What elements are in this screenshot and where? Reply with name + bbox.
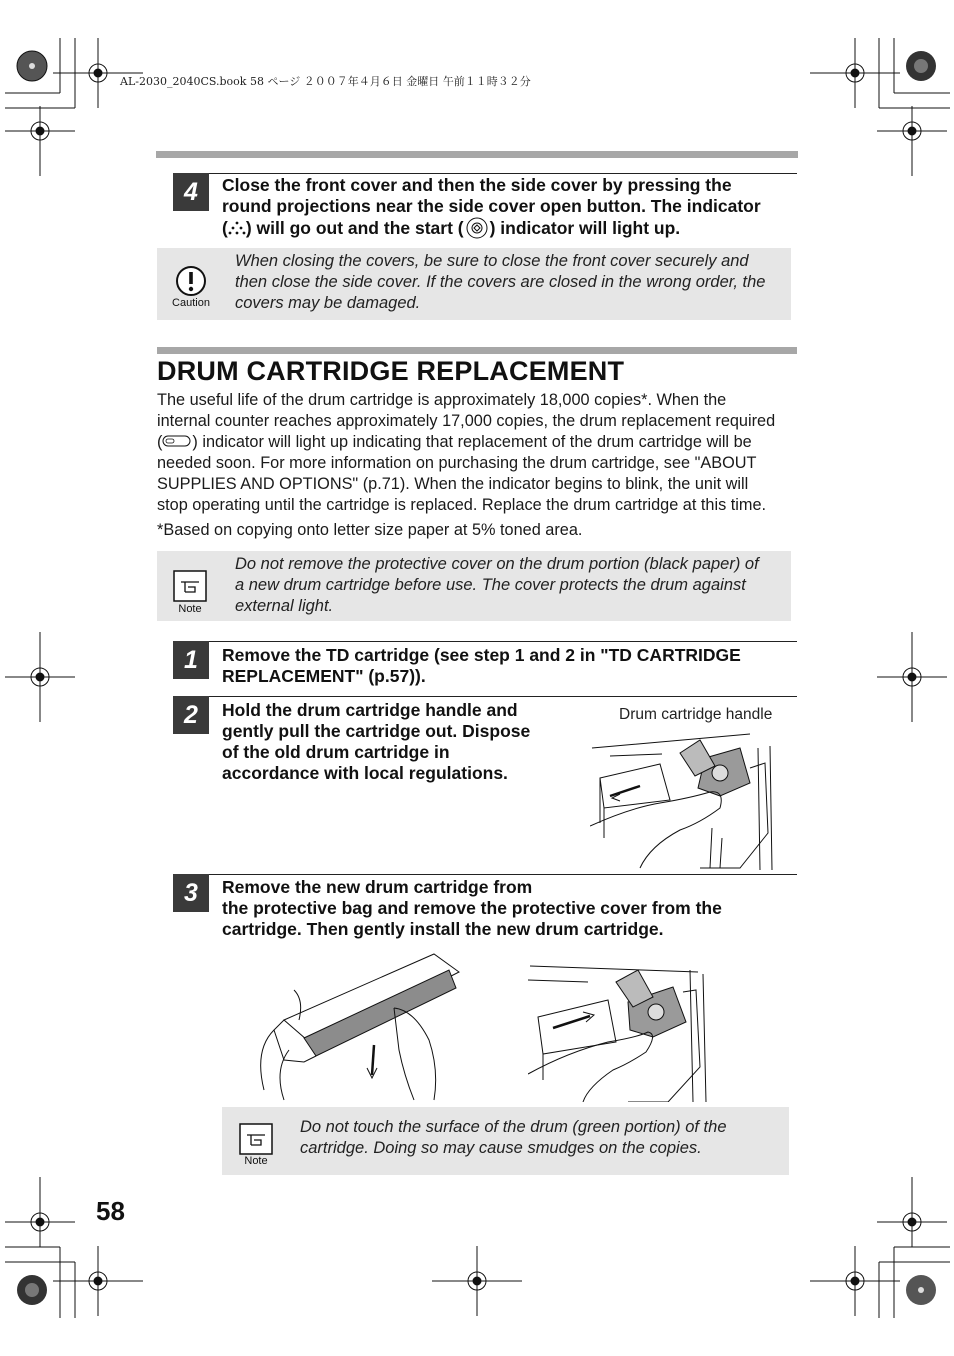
indicator-dots-icon — [228, 220, 246, 236]
footnote: *Based on copying onto letter size paper at 5% toned area. — [157, 521, 583, 539]
install-drum-illustration — [528, 962, 710, 1102]
drum-indicator-icon — [162, 433, 192, 447]
page-number: 58 — [96, 1196, 125, 1226]
note-text-1: Do not remove the protective cover on the drum portion (black paper) of a new drum cartridge before use. The cover protects the drum against external light. — [235, 555, 759, 615]
step3-text: Remove the new drum cartridge from the protective bag and remove the protective cover from the cartridge. Then gently install the new drum cartridge. — [222, 877, 722, 939]
caution-text: When closing the covers, be sure to close the front cover securely and then close the side cover. If the covers are closed in the wrong order, the covers may be damaged. — [235, 252, 766, 312]
step4-line3: ( ) will go out and the start ( ) indicator will light up. — [222, 218, 681, 238]
note-icon — [173, 570, 207, 602]
note-text-2: Do not touch the surface of the drum (green portion) of the cartridge. Doing so may cause smudges on the copies. — [300, 1118, 727, 1157]
step4-line2: round projections near the side cover open button. The indicator — [222, 196, 761, 216]
note-icon — [239, 1123, 273, 1155]
step3-badge: 3 — [173, 874, 209, 912]
drum-handle-label: Drum cartridge handle — [619, 706, 773, 723]
file-stamp-header: AL-2030_2040CS.book 58 ページ ２００７年４月６日 金曜日 午前１１時３２分 — [120, 75, 531, 88]
caution-label: Caution — [172, 297, 210, 309]
section-paragraph: The useful life of the drum cartridge is approximately 18,000 copies*. When the internal counter reaches approximately 17,000 copies, the drum replacement required ( ) indicator will light up indicating that replacement of the drum cartridge will be needed soon. For more information on purchasing the drum cartridge, see "ABOUT SUPPLIES AND OPTIONS" (p.71). When the indicator begins to blink, the unit will stop operating until the cartridge is replaced. Replace the drum cartridge at this time. — [157, 391, 776, 514]
caution-icon — [175, 265, 207, 297]
step1-badge: 1 — [173, 641, 209, 679]
new-drum-cartridge-illustration — [244, 950, 462, 1102]
start-button-icon — [464, 217, 490, 239]
section-gray-rule — [157, 347, 797, 354]
step4-text — [222, 175, 797, 239]
note-label-2: Note — [244, 1155, 268, 1167]
section-title: DRUM CARTRIDGE REPLACEMENT — [157, 356, 625, 386]
step2-badge: 2 — [173, 696, 209, 734]
step2-text: Hold the drum cartridge handle and gently pull the cartridge out. Dispose of the old drum cartridge in accordance with local regulations. — [222, 700, 531, 783]
step3-rule — [173, 874, 797, 875]
step2-rule — [173, 696, 797, 697]
drum-removal-illustration — [590, 728, 776, 870]
step4-rule — [173, 173, 797, 174]
step1-rule — [173, 641, 797, 642]
top-gray-rule — [156, 151, 798, 158]
step4-line1: Close the front cover and then the side cover by pressing the — [222, 175, 732, 195]
step1-text: Remove the TD cartridge (see step 1 and 2 in "TD CARTRIDGE REPLACEMENT" (p.57)). — [222, 645, 741, 686]
step4-badge: 4 — [173, 173, 209, 211]
note-label-1: Note — [178, 603, 202, 615]
